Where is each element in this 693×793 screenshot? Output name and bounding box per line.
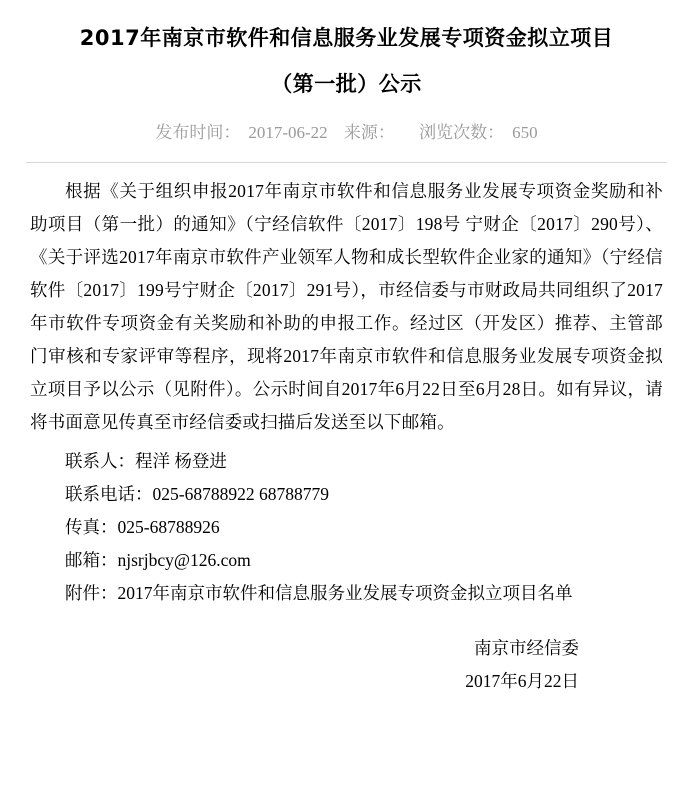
document-meta bbox=[22, 118, 671, 148]
contact-person: 联系人：程洋 杨登进 bbox=[65, 451, 227, 471]
views-value: 650 bbox=[512, 123, 538, 142]
page-title: 2017年南京市软件和信息服务业发展专项资金拟立项目 bbox=[79, 26, 614, 50]
signature-org: 南京市经信委 bbox=[474, 638, 579, 658]
contact-block bbox=[22, 445, 671, 577]
publish-time-label: 发布时间： bbox=[155, 123, 241, 142]
body-paragraph: 根据《关于组织申报2017年南京市软件和信息服务业发展专项资金奖励和补助项目（第一批）的通知》（宁经信软件〔2017〕198号 宁财企〔2017〕290号）、《关于评选2017年南京市软件产业领军人物和成长型软件企业家的通知》（宁经信软件〔2017〕199号宁财企〔2017〕291号），市经信委与市财政局共同组织了2017年市软件专项资金有关奖励和补助的申报工作。经过区（开发区）推荐、主管部门审核和专家评审等程序，现将2017年南京市软件和信息服务业发展专项资金拟立项目予以公示（见附件）。公示时间自2017年6月22日至6月28日。如有异议，请将书面意见传真至市经信委或扫描后发送至以下邮箱。 bbox=[30, 181, 663, 432]
header-divider bbox=[26, 162, 667, 163]
views-label: 浏览次数： bbox=[419, 123, 505, 142]
page-subtitle: （第一批）公示 bbox=[271, 72, 422, 96]
attachment-line: 附件：2017年南京市软件和信息服务业发展专项资金拟立项目名单 bbox=[65, 583, 573, 603]
contact-fax: 传真：025-68788926 bbox=[65, 517, 220, 537]
contact-phone: 联系电话：025-68788922 68788779 bbox=[65, 484, 329, 504]
contact-email: 邮箱：njsrjbcy@126.com bbox=[65, 550, 251, 570]
signature-date: 2017年6月22日 bbox=[465, 671, 579, 691]
publish-time-value: 2017-06-22 bbox=[248, 123, 328, 142]
source-label: 来源： bbox=[343, 123, 395, 142]
